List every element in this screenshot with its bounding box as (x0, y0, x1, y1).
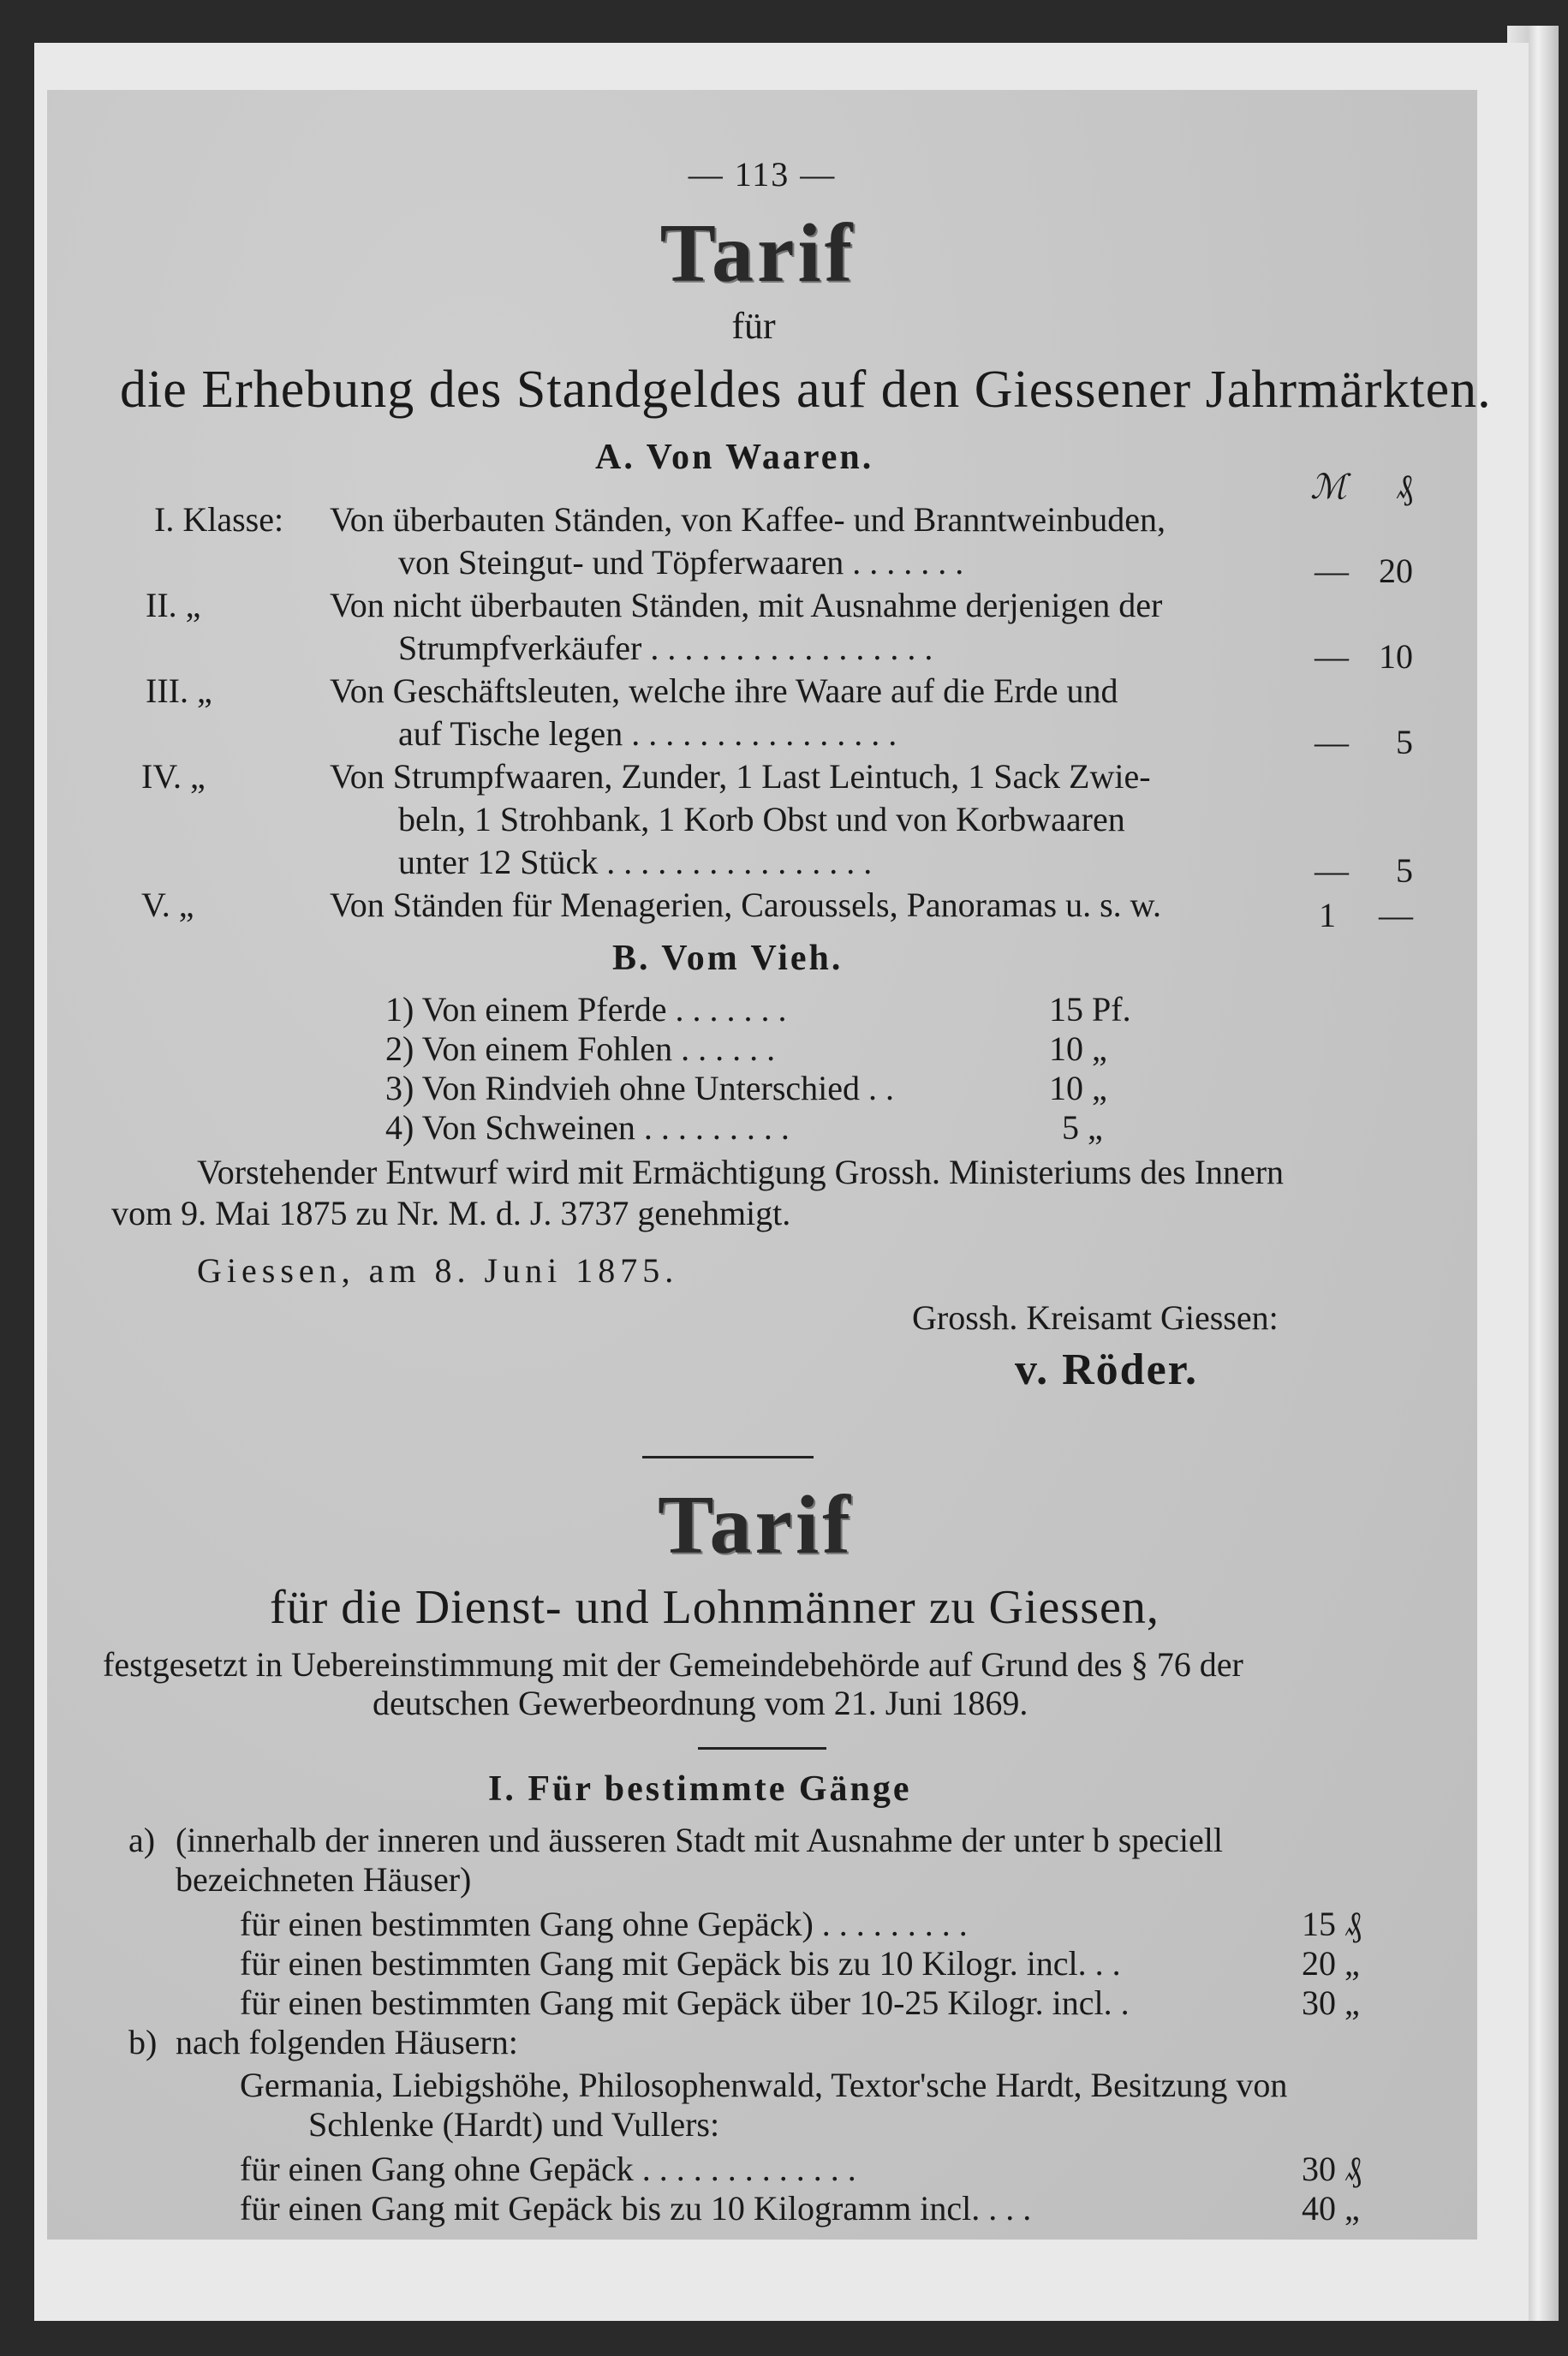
authority: Grossh. Kreisamt Giessen: (912, 1298, 1279, 1337)
b-item-1-value: 30 ₰ (1302, 2150, 1362, 2188)
row-5-pf: — (1379, 896, 1413, 934)
pfennig-column-header: ₰ (1396, 468, 1413, 506)
separator-rule-2 (698, 1747, 826, 1750)
page-number: — 113 — (688, 155, 837, 194)
b-item-2-label: für einen Gang mit Gepäck bis zu 10 Kilogramm incl. . . . (240, 2189, 1032, 2228)
a-item-3-value: 30 „ (1302, 1983, 1360, 2022)
place-date: Giessen, am 8. Juni 1875. (197, 1251, 679, 1290)
vieh-2-label: 2) Von einem Fohlen . . . . . . (385, 1029, 776, 1068)
mark-column-header: ℳ (1310, 468, 1347, 506)
approval-note-line2: vom 9. Mai 1875 zu Nr. M. d. J. 3737 genehmigt. (111, 1194, 791, 1232)
row-1-mark: — (1315, 552, 1349, 590)
row-2-pf: 10 (1379, 637, 1413, 676)
tarif1-title: Tarif (659, 207, 856, 300)
row-4-line3: unter 12 Stück . . . . . . . . . . . . . . . . (398, 843, 873, 881)
row-5-mark: 1 (1319, 896, 1336, 934)
vieh-1-label: 1) Von einem Pferde . . . . . . . (385, 990, 787, 1029)
separator-rule (642, 1456, 814, 1458)
b-item-1-label: für einen Gang ohne Gepäck . . . . . . . . . . . . . (240, 2150, 856, 2188)
tarif2-desc-line1: festgesetzt in Uebereinstimmung mit der Gemeindebehörde auf Grund des § 76 der (103, 1645, 1243, 1684)
row-1-line2: von Steingut- und Töpferwaaren . . . . . . . (398, 543, 964, 582)
row-2-line1: Von nicht überbauten Ständen, mit Ausnahme derjenigen der (330, 586, 1163, 624)
row-4-mark: — (1315, 851, 1349, 890)
item-a-line1: (innerhalb der inneren und äusseren Stadt mit Ausnahme der unter b speciell (176, 1821, 1223, 1859)
row-2-number: II. „ (146, 586, 201, 624)
row-3-pf: 5 (1396, 723, 1413, 761)
signature-name: v. Röder. (1015, 1345, 1198, 1394)
row-4-number: IV. „ (141, 757, 206, 796)
row-1-number: I. Klasse: (154, 500, 284, 539)
section-1-heading: I. Für bestimmte Gänge (488, 1769, 912, 1809)
a-item-2-label: für einen bestimmten Gang mit Gepäck bis zu 10 Kilogr. incl. . . (240, 1944, 1121, 1983)
a-item-2-value: 20 „ (1302, 1944, 1360, 1983)
tarif1-subtitle: die Erhebung des Standgeldes auf den Giessener Jahrmärkten. (120, 361, 1492, 419)
row-4-line2: beln, 1 Strohbank, 1 Korb Obst und von Korbwaaren (398, 800, 1125, 838)
row-5-line1: Von Ständen für Menagerien, Caroussels, Panoramas u. s. w. (330, 886, 1161, 924)
row-2-mark: — (1315, 637, 1349, 676)
tarif2-desc-line2: deutschen Gewerbeordnung vom 21. Juni 1869. (373, 1684, 1028, 1722)
item-a-line2: bezeichneten Häuser) (176, 1860, 472, 1899)
item-b-label: b) (128, 2023, 158, 2061)
vieh-3-label: 3) Von Rindvieh ohne Unterschied . . (385, 1069, 895, 1107)
tarif2-title: Tarif (658, 1479, 854, 1572)
vieh-4-label: 4) Von Schweinen . . . . . . . . . (385, 1108, 790, 1147)
item-a-label: a) (128, 1821, 156, 1859)
row-3-line1: Von Geschäftsleuten, welche ihre Waare auf die Erde und (330, 671, 1118, 710)
approval-note-line1: Vorstehender Entwurf wird mit Ermächtigung Grossh. Ministeriums des Innern (197, 1153, 1285, 1191)
vieh-1-value: 15 Pf. (1049, 990, 1131, 1029)
row-3-number: III. „ (146, 671, 212, 710)
vieh-4-value: 5 „ (1062, 1108, 1103, 1147)
row-1-pf: 20 (1379, 552, 1413, 590)
row-4-pf: 5 (1396, 851, 1413, 890)
vieh-3-value: 10 „ (1049, 1069, 1107, 1107)
row-3-mark: — (1315, 723, 1349, 761)
a-item-3-label: für einen bestimmten Gang mit Gepäck über 10-25 Kilogr. incl. . (240, 1983, 1130, 2022)
tarif1-fuer: für (731, 305, 776, 347)
row-3-line2: auf Tische legen . . . . . . . . . . . . . . . . (398, 714, 897, 753)
row-4-line1: Von Strumpfwaaren, Zunder, 1 Last Leintuch, 1 Sack Zwie- (330, 757, 1151, 796)
row-5-number: V. „ (141, 886, 194, 924)
a-item-1-value: 15 ₰ (1302, 1905, 1362, 1943)
scanned-document (47, 90, 1492, 2240)
tarif2-subtitle: für die Dienst- und Lohnmänner zu Giessen, (270, 1581, 1160, 1634)
item-b-line2: Germania, Liebigshöhe, Philosophenwald, Textor'sche Hardt, Besitzung von (240, 2066, 1288, 2104)
row-2-line2: Strumpfverkäufer . . . . . . . . . . . . . . . . . (398, 629, 933, 667)
a-item-1-label: für einen bestimmten Gang ohne Gepäck) . . . . . . . . . (240, 1905, 968, 1943)
vieh-2-value: 10 „ (1049, 1029, 1107, 1068)
section-b-heading: B. Vom Vieh. (612, 939, 844, 978)
b-item-2-value: 40 „ (1302, 2189, 1360, 2228)
row-1-line1: Von überbauten Ständen, von Kaffee- und Branntweinbuden, (330, 500, 1166, 539)
item-b-line3: Schlenke (Hardt) und Vullers: (308, 2105, 720, 2144)
item-b-line1: nach folgenden Häusern: (176, 2023, 518, 2061)
section-a-heading: A. Von Waaren. (595, 438, 874, 477)
